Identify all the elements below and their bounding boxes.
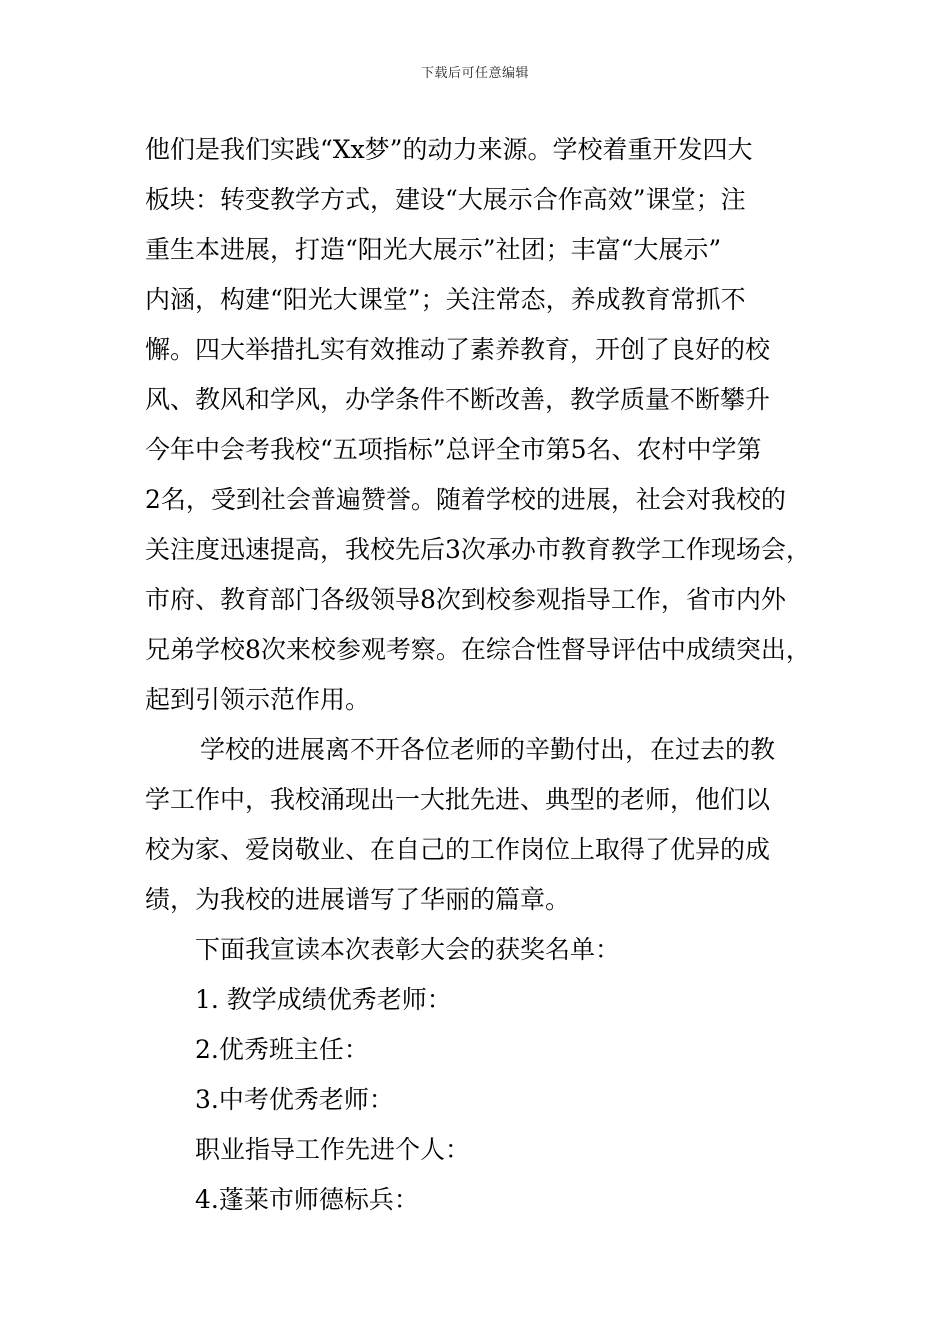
paragraph-line: 今年中会考我校“五项指标”总评全市第5名、农村中学第 <box>145 435 762 464</box>
paragraph-line: 关注度迅速提高，我校先后3次承办市教育教学工作现场会， <box>145 535 811 564</box>
paragraph-line: 懈。四大举措扎实有效推动了素养教育，开创了良好的校 <box>145 335 771 364</box>
paragraph-line: 重生本进展，打造“阳光大展示”社团；丰富“大展示” <box>145 235 722 264</box>
paragraph-line: 兄弟学校8次来校参观考察。在综合性督导评估中成绩突出， <box>145 635 811 664</box>
page-header: 下载后可任意编辑 <box>420 66 529 81</box>
paragraph-line: 起到引领示范作用。 <box>145 685 371 714</box>
award-category: 4.蓬莱市师德标兵： <box>195 1185 419 1214</box>
award-category: 2.优秀班主任： <box>195 1035 369 1064</box>
paragraph-line: 内涵，构建“阳光大课堂”；关注常态，养成教育常抓不 <box>145 285 746 314</box>
award-category: 职业指导工作先进个人： <box>195 1135 471 1164</box>
paragraph-line: 学工作中，我校涌现出一大批先进、典型的老师，他们以 <box>145 785 771 814</box>
award-category: 1. 教学成绩优秀老师： <box>195 985 452 1014</box>
paragraph-line: 他们是我们实践“Xx梦”的动力来源。学校着重开发四大 <box>145 135 753 164</box>
paragraph-line: 板块：转变教学方式，建设“大展示合作高效”课堂；注 <box>145 185 746 214</box>
paragraph-line: 绩，为我校的进展谱写了华丽的篇章。 <box>145 885 571 914</box>
paragraph-line: 市府、教育部门各级领导8次到校参观指导工作，省市内外 <box>145 585 786 614</box>
announcement-text: 下面我宣读本次表彰大会的获奖名单： <box>195 935 621 964</box>
paragraph-line: 2名，受到社会普遍赞誉。随着学校的进展，社会对我校的 <box>145 485 786 514</box>
award-category: 3.中考优秀老师： <box>195 1085 394 1114</box>
paragraph-line: 学校的进展离不开各位老师的辛勤付出，在过去的教 <box>200 735 776 764</box>
paragraph-line: 风、教风和学风，办学条件不断改善，教学质量不断攀升 <box>145 385 771 414</box>
paragraph-line: 校为家、爱岗敬业、在自己的工作岗位上取得了优异的成 <box>145 835 771 864</box>
